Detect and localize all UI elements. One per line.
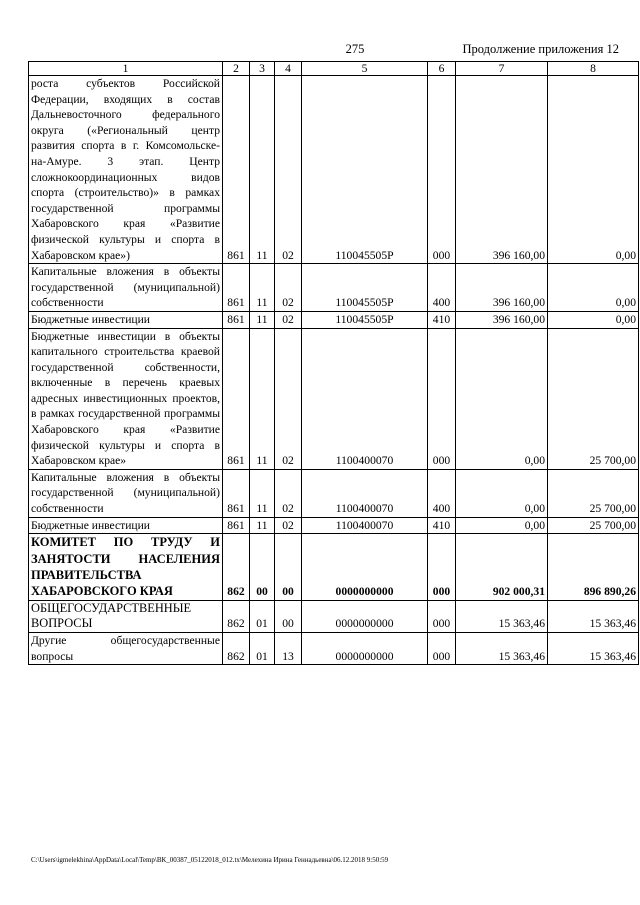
row-subsection-code: 02 [275,469,302,517]
row-subsection-code: 00 [275,600,302,632]
row-amount-col7: 902 000,31 [456,534,548,601]
row-amount-col8: 25 700,00 [548,517,639,534]
row-expense-type: 000 [428,600,456,632]
row-section-code: 11 [250,311,275,328]
row-ministry-code: 861 [223,328,250,469]
row-target-code: 1100400070 [302,328,428,469]
row-section-code: 01 [250,633,275,665]
column-header: 4 [275,62,302,76]
row-subsection-code: 02 [275,264,302,312]
column-header: 2 [223,62,250,76]
row-amount-col7: 15 363,46 [456,633,548,665]
row-name: Бюджетные инвестиции [29,517,223,534]
column-header: 8 [548,62,639,76]
row-amount-col7: 0,00 [456,517,548,534]
row-target-code: 0000000000 [302,633,428,665]
row-expense-type: 410 [428,311,456,328]
row-target-code: 0000000000 [302,534,428,601]
row-name: Капитальные вложения в объекты государственной (муниципальной) собственности [29,469,223,517]
row-name: Капитальные вложения в объекты государственной (муниципальной) собственности [29,264,223,312]
row-section-code: 00 [250,534,275,601]
table-row-committee [29,534,639,601]
row-expense-type: 000 [428,328,456,469]
row-ministry-code: 861 [223,469,250,517]
row-name: ОБЩЕГОСУДАРСТВЕННЫЕ ВОПРОСЫ [29,600,223,632]
row-name: Бюджетные инвестиции [29,311,223,328]
row-amount-col8: 0,00 [548,311,639,328]
row-ministry-code: 862 [223,633,250,665]
row-ministry-code: 861 [223,517,250,534]
row-section-code: 11 [250,328,275,469]
column-header: 7 [456,62,548,76]
row-subsection-code: 02 [275,328,302,469]
row-amount-col7: 396 160,00 [456,311,548,328]
row-target-code: 110045505Р [302,311,428,328]
row-expense-type: 000 [428,633,456,665]
row-amount-col8: 15 363,46 [548,600,639,632]
row-subsection-code: 02 [275,517,302,534]
appendix-continuation-title: Продолжение приложения 12 [462,42,619,56]
row-section-code: 11 [250,264,275,312]
row-target-code: 1100400070 [302,517,428,534]
row-amount-col8: 896 890,26 [548,534,639,601]
row-name: КОМИТЕТ ПО ТРУДУ И ЗАНЯТОСТИ НАСЕЛЕНИЯ ПРАВИТЕЛЬСТВА ХАБАРОВСКОГО КРАЯ [29,534,223,601]
row-amount-col8: 25 700,00 [548,328,639,469]
row-section-code: 01 [250,600,275,632]
row-amount-col8: 0,00 [548,76,639,264]
column-header: 6 [428,62,456,76]
budget-table [28,61,639,665]
row-target-code: 110045505Р [302,76,428,264]
row-target-code: 110045505Р [302,264,428,312]
row-name: роста субъектов Российской Федерации, входящих в состав Дальневосточного федерального округа («Региональный центр развития спорта в г. Комсомольске-на-Амуре. 3 этап. Центр сложнокоординационных видов спорта (строительство)» в рамках государственной программы Хабаровского края «Развитие физической культуры и спорта в Хабаровском крае») [29,76,223,264]
row-section-code: 11 [250,469,275,517]
page-number: 275 [345,42,365,56]
row-amount-col8: 25 700,00 [548,469,639,517]
row-expense-type: 400 [428,469,456,517]
row-expense-type: 400 [428,264,456,312]
table-row [29,600,639,632]
footer-file-path: C:\Users\igmelekhina\AppData\Local\Temp\ВК_00387_05122018_012.tx\Мелехина Ирина Геннадьевна\06.12.2018 9:50:59 [31,856,389,864]
row-subsection-code: 13 [275,633,302,665]
row-amount-col7: 15 363,46 [456,600,548,632]
row-target-code: 0000000000 [302,600,428,632]
row-subsection-code: 02 [275,76,302,264]
row-section-code: 11 [250,76,275,264]
table-row [29,469,639,517]
row-section-code: 11 [250,517,275,534]
row-expense-type: 410 [428,517,456,534]
row-ministry-code: 862 [223,600,250,632]
row-amount-col7: 396 160,00 [456,76,548,264]
row-name: Другие общегосударственные вопросы [29,633,223,665]
row-expense-type: 000 [428,534,456,601]
row-name: Бюджетные инвестиции в объекты капитального строительства краевой государственной собственности, включенные в перечень краевых адресных инвестиционных проектов, в рамках государственной программы Хабаровского края «Развитие физической культуры и спорта в Хабаровском крае» [29,328,223,469]
column-header: 5 [302,62,428,76]
table-row [29,76,639,264]
table-row [29,517,639,534]
row-amount-col7: 0,00 [456,469,548,517]
row-ministry-code: 862 [223,534,250,601]
row-ministry-code: 861 [223,76,250,264]
row-target-code: 1100400070 [302,469,428,517]
table-row [29,328,639,469]
row-amount-col7: 396 160,00 [456,264,548,312]
row-amount-col7: 0,00 [456,328,548,469]
table-header-row [29,62,639,76]
row-subsection-code: 02 [275,311,302,328]
row-amount-col8: 0,00 [548,264,639,312]
column-header: 3 [250,62,275,76]
row-subsection-code: 00 [275,534,302,601]
row-ministry-code: 861 [223,264,250,312]
row-expense-type: 000 [428,76,456,264]
row-ministry-code: 861 [223,311,250,328]
row-amount-col8: 15 363,46 [548,633,639,665]
table-row [29,311,639,328]
column-header: 1 [29,62,223,76]
table-row [29,264,639,312]
table-row [29,633,639,665]
